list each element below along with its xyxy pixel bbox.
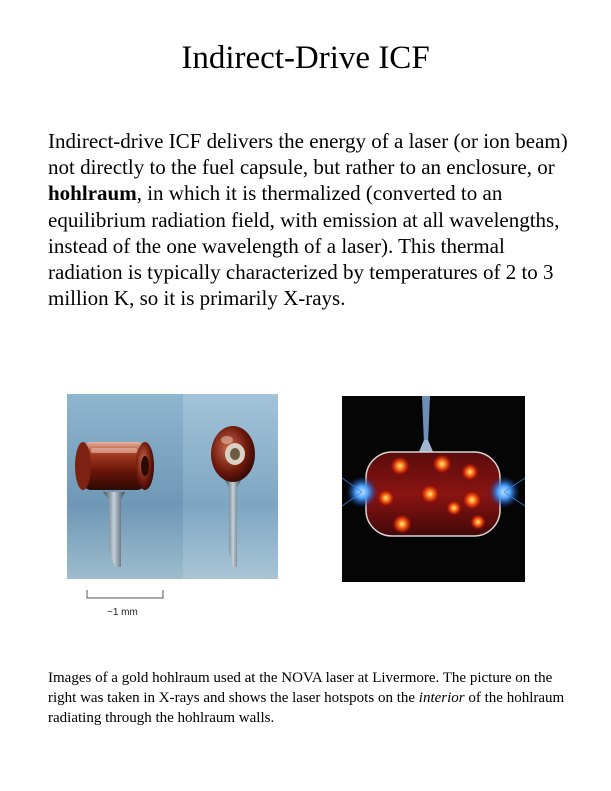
page-title: Indirect-Drive ICF — [181, 40, 430, 76]
paragraph-text-end: , in which it is thermalized (converted to an equilibrium radiation field, with emission at all wavelengths, instead of the one wavelength of a laser). This thermal radiation is typically characterized by temperatures of 2 to 3 million K, so it is primarily X-rays. — [48, 181, 560, 311]
caption-text-end: of the hohlraum radiating through the hohlraum walls. — [48, 690, 565, 726]
hohlraum-photo — [65, 392, 280, 622]
body-paragraph — [48, 128, 573, 311]
paragraph-text-start: Indirect-drive ICF delivers the energy of a laser (or ion beam) not directly to the fuel capsule, but rather to an enclosure, or — [48, 129, 568, 180]
xray-hohlraum-photo — [342, 396, 525, 582]
paragraph-bold-term: hohlraum — [48, 181, 137, 206]
scale-bar-label: ~1 mm — [107, 607, 138, 618]
caption-text-start: Images of a gold hohlraum used at the NOVA laser at Livermore. The picture on the right was taken in X-rays and shows the laser hotspots on the — [48, 670, 553, 706]
figure-caption — [48, 668, 578, 728]
caption-italic-term: interior — [418, 690, 465, 706]
